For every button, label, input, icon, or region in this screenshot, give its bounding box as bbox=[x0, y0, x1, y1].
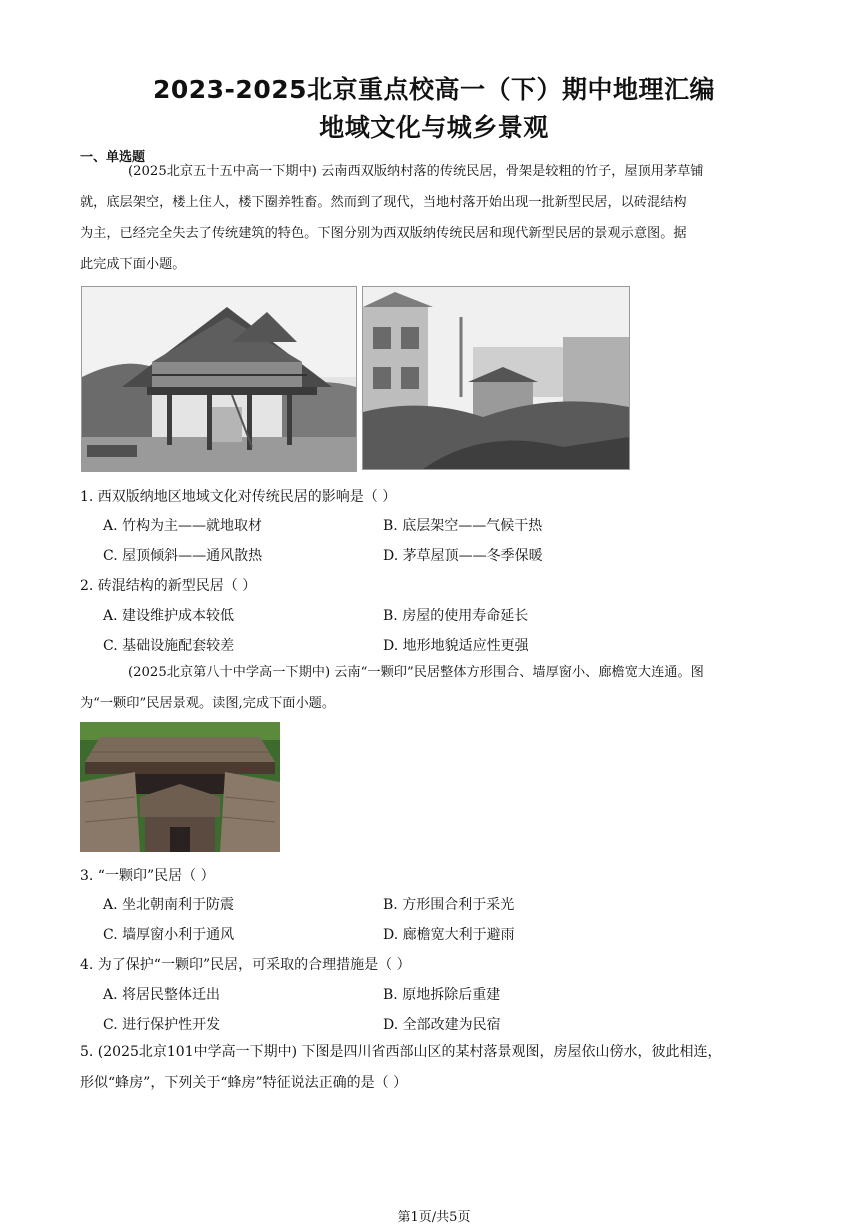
passage-2 bbox=[80, 657, 790, 719]
question-1-option-d[interactable]: D. 茅草屋顶——冬季保暖 bbox=[383, 548, 543, 564]
question-5-line: 形似“蜂房”，下列关于“蜂房”特征说法正确的是（ ） bbox=[80, 1075, 408, 1091]
question-5-stem bbox=[80, 1037, 790, 1099]
passage-line: (2025北京第八十中学高一下期中) 云南“一颗印”民居整体方形围合、墙厚窗小、廊檐宽大连通。图 bbox=[128, 665, 704, 680]
traditional-dai-house-photo bbox=[81, 286, 357, 472]
passage-line: 此完成下面小题。 bbox=[80, 257, 186, 272]
question-2-option-d[interactable]: D. 地形地貌适应性更强 bbox=[383, 638, 529, 654]
question-4-option-c[interactable]: C. 进行保护性开发 bbox=[103, 1017, 221, 1033]
question-2-option-c[interactable]: C. 基础设施配套较差 bbox=[103, 638, 235, 654]
yikeyin-house-photo bbox=[80, 722, 280, 852]
passage-line: 为“一颗印”民居景观。读图,完成下面小题。 bbox=[80, 696, 336, 711]
question-5-line: 5. (2025北京101中学高一下期中) 下图是四川省西部山区的某村落景观图，房屋依山傍水，彼此相连， bbox=[80, 1044, 722, 1060]
question-1-option-c[interactable]: C. 屋顶倾斜——通风散热 bbox=[103, 548, 263, 564]
question-4-stem: 4. 为了保护“一颗印”民居，可采取的合理措施是（ ） bbox=[80, 957, 411, 973]
question-1-option-a[interactable]: A. 竹构为主——就地取材 bbox=[103, 518, 263, 534]
passage-line: 就，底层架空，楼上住人，楼下圈养牲畜。然而到了现代，当地村落开始出现一批新型民居，以砖混结构 bbox=[80, 195, 687, 210]
page-title: 2023-2025北京重点校高一（下）期中地理汇编 bbox=[152, 75, 716, 104]
question-3-stem: 3. “一颗印”民居（ ） bbox=[80, 868, 215, 884]
section-heading: 一、单选题 bbox=[80, 150, 146, 165]
passage-1 bbox=[80, 156, 790, 280]
modern-brick-house-photo bbox=[362, 286, 630, 470]
page-subtitle: 地域文化与城乡景观 bbox=[319, 113, 549, 142]
question-4-option-a[interactable]: A. 将居民整体迁出 bbox=[103, 987, 221, 1003]
question-3-option-c[interactable]: C. 墙厚窗小利于通风 bbox=[103, 927, 235, 943]
page-number: 第1页/共5页 bbox=[397, 1210, 471, 1225]
question-1-stem: 1. 西双版纳地区地域文化对传统民居的影响是（ ） bbox=[80, 489, 397, 505]
question-2-option-b[interactable]: B. 房屋的使用寿命延长 bbox=[383, 608, 529, 624]
passage-line: 为主，已经完全失去了传统建筑的特色。下图分别为西双版纳传统民居和现代新型民居的景观示意图。据 bbox=[80, 226, 687, 241]
passage-line: (2025北京五十五中高一下期中) 云南西双版纳村落的传统民居，骨架是较粗的竹子，屋顶用茅草铺 bbox=[128, 164, 704, 179]
question-2-option-a[interactable]: A. 建设维护成本较低 bbox=[103, 608, 235, 624]
question-4-option-b[interactable]: B. 原地拆除后重建 bbox=[383, 987, 501, 1003]
question-3-option-a[interactable]: A. 坐北朝南利于防震 bbox=[103, 897, 235, 913]
question-1-option-b[interactable]: B. 底层架空——气候干热 bbox=[383, 518, 543, 534]
question-3-option-b[interactable]: B. 方形围合利于采光 bbox=[383, 897, 515, 913]
question-3-option-d[interactable]: D. 廊檐宽大利于避雨 bbox=[383, 927, 515, 943]
question-2-stem: 2. 砖混结构的新型民居（ ） bbox=[80, 578, 257, 594]
question-4-option-d[interactable]: D. 全部改建为民宿 bbox=[383, 1017, 501, 1033]
